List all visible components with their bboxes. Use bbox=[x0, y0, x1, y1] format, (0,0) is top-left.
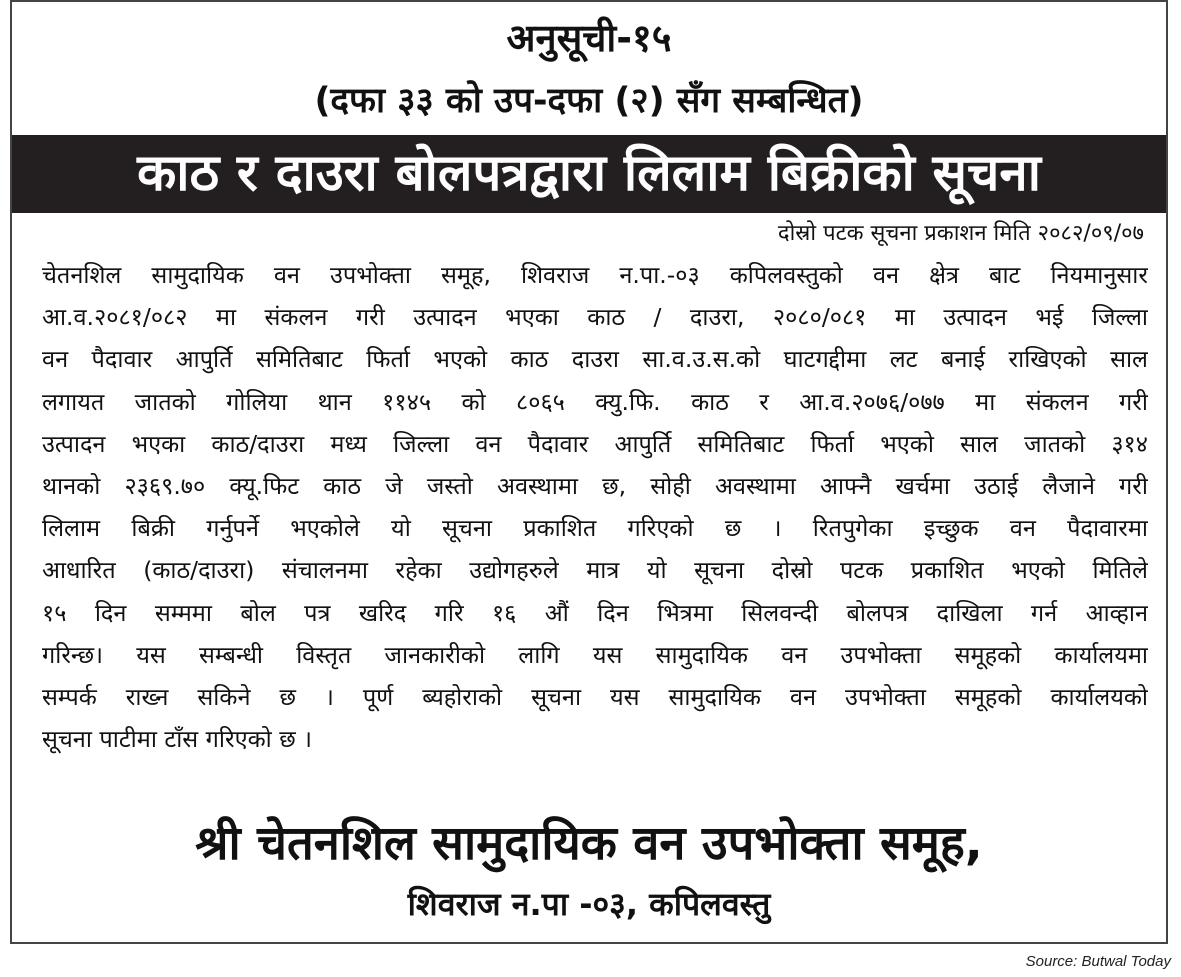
body-line: गरिन्छ। यस सम्बन्धी विस्तृत जानकारीको लागि यस सामुदायिक वन उपभोक्ता समूहको कार्यालयमा bbox=[42, 640, 1148, 669]
publish-date: दोस्रो पटक सूचना प्रकाशन मिति २०८२/०९/०७ bbox=[777, 221, 1144, 246]
organization-address: शिवराज न.पा -०३, कपिलवस्तु bbox=[407, 885, 771, 923]
body-line: आ.व.२०८१/०८२ मा संकलन गरी उत्पादन भएका काठ / दाउरा, २०८०/०८१ मा उत्पादन भई जिल्ला bbox=[42, 303, 1148, 332]
body-line: चेतनशिल सामुदायिक वन उपभोक्ता समूह, शिवराज न.पा.-०३ कपिलवस्तुको वन क्षेत्र बाट नियमानुसार bbox=[42, 261, 1148, 289]
body-line: आधारित (काठ/दाउरा) संचालनमा रहेका उद्योगहरुले मात्र यो सूचना दोस्रो पटक प्रकाशित भएको मितिले bbox=[42, 556, 1148, 585]
body-line: सूचना पाटीमा टाँस गरिएको छ । bbox=[42, 725, 313, 754]
source-credit: Source: Butwal Today bbox=[1025, 953, 1171, 970]
organization-name: श्री चेतनशिल सामुदायिक वन उपभोक्ता समूह, bbox=[195, 816, 983, 871]
body-line: लिलाम बिक्री गर्नुपर्ने भएकोले यो सूचना प्रकाशित गरिएको छ । रितपुगेका इच्छुक वन पैदावारमा bbox=[42, 514, 1148, 543]
schedule-title: अनुसूची-१५ bbox=[506, 16, 672, 60]
notice-box bbox=[10, 0, 1168, 944]
body-line: सम्पर्क राख्न सकिने छ । पूर्ण ब्यहोराको सूचना यस सामुदायिक वन उपभोक्ता समूहको कार्यालयको bbox=[42, 683, 1148, 712]
section-reference: (दफा ३३ को उप-दफा (२) सँग सम्बन्धित) bbox=[314, 81, 864, 121]
body-line: थानको २३६९.७० क्यू.फिट काठ जे जस्तो अवस्थामा छ, सोही अवस्थामा आफ्नै खर्चमा उठाई लैजाने गरी bbox=[42, 472, 1148, 501]
body-line: १५ दिन सम्ममा बोल पत्र खरिद गरि १६ औं दिन भित्रमा सिलवन्दी बोलपत्र दाखिला गर्न आव्हान bbox=[42, 598, 1148, 627]
body-line: वन पैदावार आपुर्ति समितिबाट फिर्ता भएको काठ दाउरा सा.व.उ.स.को घाटगद्दीमा लट बनाई राखिएको साल bbox=[42, 345, 1148, 374]
body-line: उत्पादन भएका काठ/दाउरा मध्य जिल्ला वन पैदावार आपुर्ति समितिबाट फिर्ता भएको साल जातको ३१४ bbox=[42, 429, 1148, 458]
notice-body bbox=[42, 254, 1148, 760]
notice-banner-title: काठ र दाउरा बोलपत्रद्वारा लिलाम बिक्रीको सूचना bbox=[12, 135, 1166, 213]
body-line: लगायत जातको गोलिया थान ११४५ को ८०६५ क्यु.फि. काठ र आ.व.२०७६/०७७ मा संकलन गरी bbox=[42, 387, 1148, 416]
